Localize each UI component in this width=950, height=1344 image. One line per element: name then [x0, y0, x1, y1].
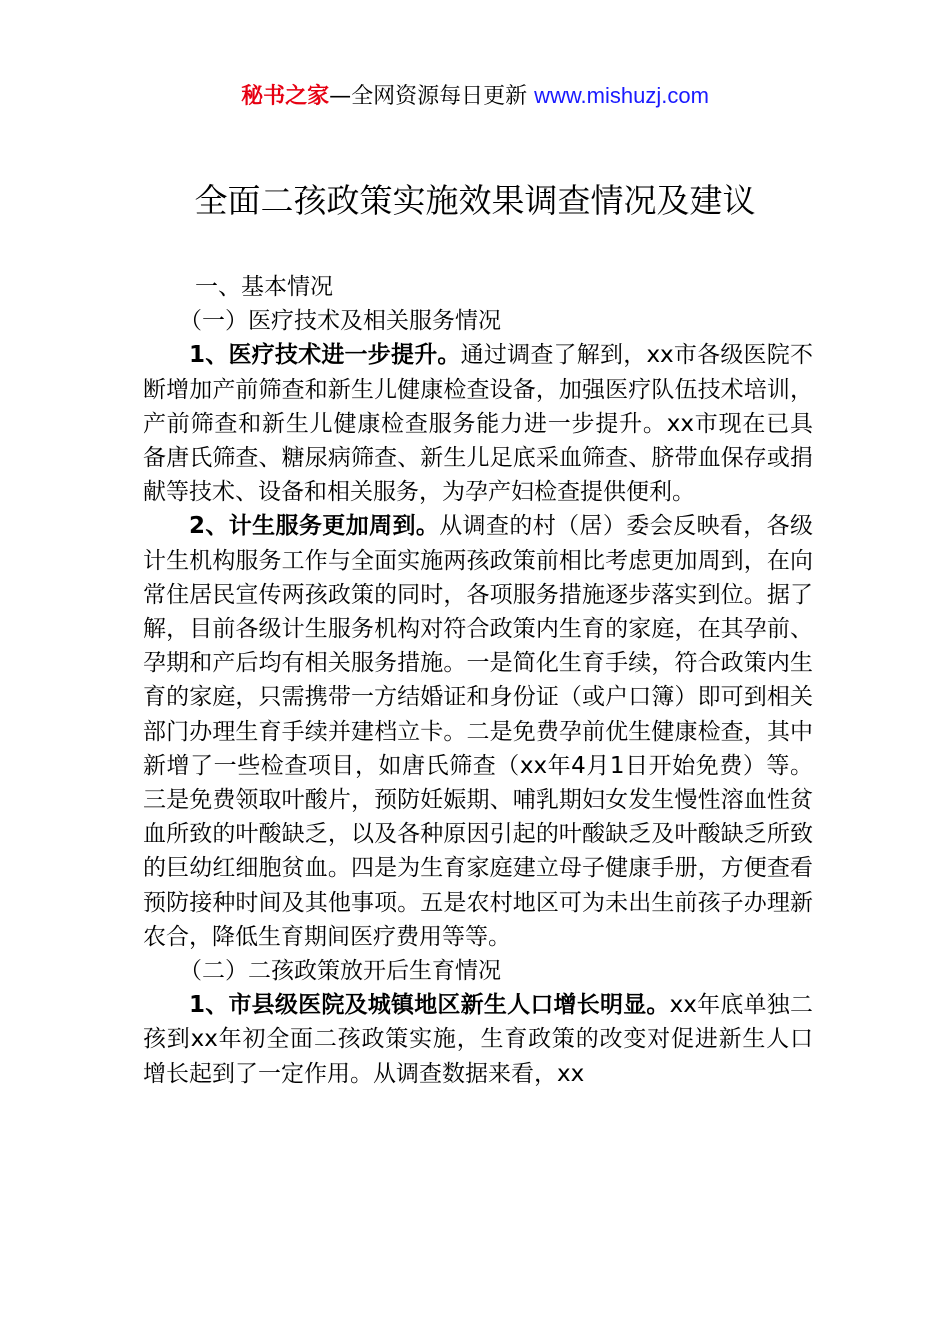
paragraph-lead: 2、计生服务更加周到。: [189, 513, 440, 540]
document-body: [143, 270, 813, 1091]
subsection-heading-medical: （一）医疗技术及相关服务情况: [179, 308, 501, 335]
paragraph-text: xx年底单独二孩到xx年初全面二孩政策实施，生育政策的改变对促进新生人口增长起到了一定作用。从调查数据来看，xx: [143, 992, 813, 1087]
banner-brand: 秘书之家: [241, 84, 330, 109]
paragraph-lead: 1、医疗技术进一步提升。: [189, 342, 461, 369]
paragraph: [143, 338, 813, 509]
paragraph-lead: 1、市县级医院及城镇地区新生人口增长明显。: [189, 992, 670, 1019]
banner-url-link[interactable]: www.mishuzj.com: [534, 83, 709, 108]
section-heading-basic: 一、基本情况: [195, 274, 333, 300]
paragraph: [143, 509, 813, 954]
site-banner: [0, 80, 950, 113]
paragraph-text: 通过调查了解到，xx市各级医院不断增加产前筛查和新生儿健康检查设备，加强医疗队伍技术培训，产前筛查和新生儿健康检查服务能力进一步提升。xx市现在已具备唐氏筛查、糖尿病筛查、新生儿足底采血筛查、脐带血保存或捐献等技术、设备和相关服务，为孕产妇检查提供便利。: [143, 342, 813, 506]
paragraph: [143, 988, 813, 1091]
subsection-heading-birth: （二）二孩政策放开后生育情况: [179, 958, 501, 985]
paragraph-text: 从调查的村（居）委会反映看，各级计生机构服务工作与全面实施两孩政策前相比考虑更加周到，在向常住居民宣传两孩政策的同时，各项服务措施逐步落实到位。据了解，目前各级计生服务机构对符合政策内生育的家庭，在其孕前、孕期和产后均有相关服务措施。一是简化生育手续，符合政策内生育的家庭，只需携带一方结婚证和身份证（或户口簿）即可到相关部门办理生育手续并建档立卡。二是免费孕前优生健康检查，其中新增了一些检查项目，如唐氏筛查（xx年4月1日开始免费）等。三是免费领取叶酸片，预防妊娠期、哺乳期妇女发生慢性溶血性贫血所致的叶酸缺乏，以及各种原因引起的叶酸缺乏及叶酸缺乏所致的巨幼红细胞贫血。四是为生育家庭建立母子健康手册，方便查看预防接种时间及其他事项。五是农村地区可为未出生前孩子办理新农合，降低生育期间医疗费用等等。: [143, 513, 813, 950]
document-title: 全面二孩政策实施效果调查情况及建议: [194, 181, 756, 220]
banner-slogan: —全网资源每日更新: [329, 84, 535, 109]
